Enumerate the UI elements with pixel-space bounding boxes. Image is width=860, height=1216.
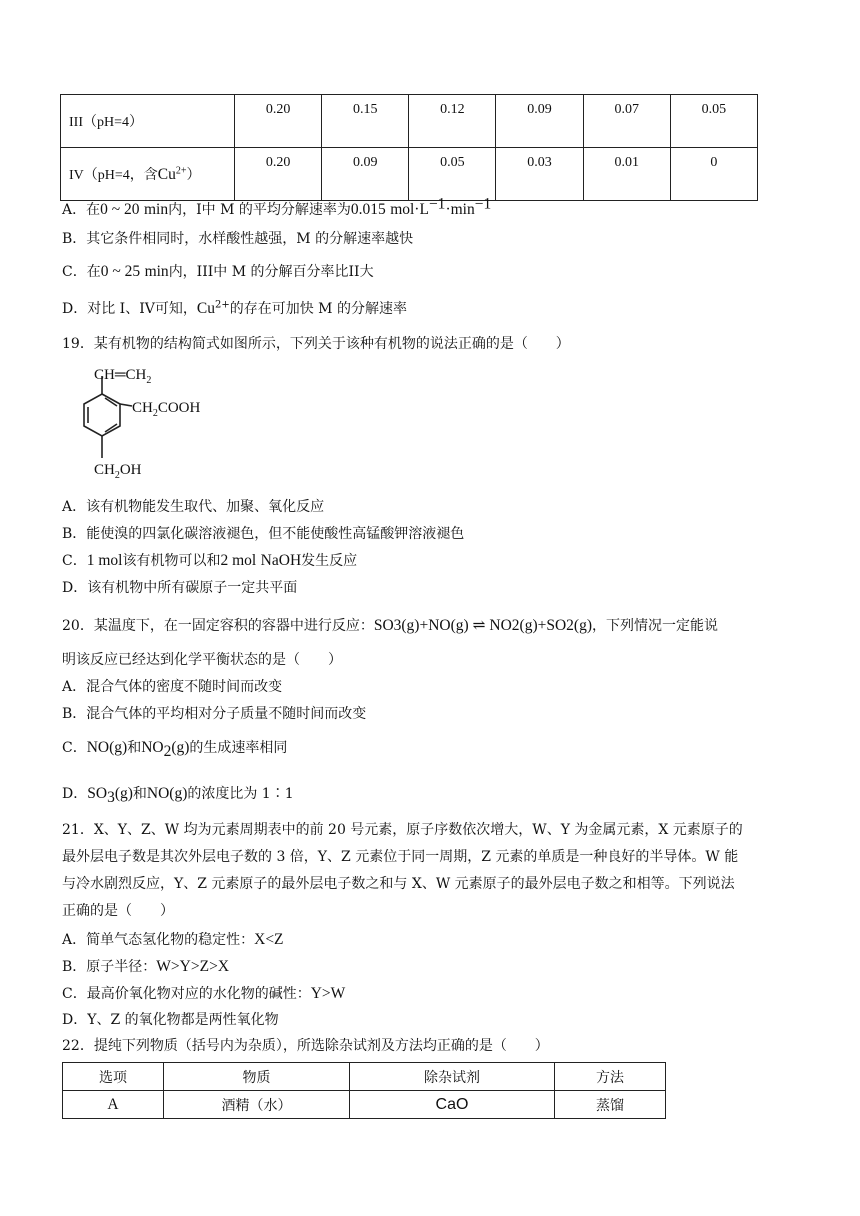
text: 的存在可加快 M 的分解速率 bbox=[229, 301, 407, 317]
q18-option-c bbox=[62, 262, 374, 282]
math: 0 ~ 20 bbox=[100, 201, 140, 218]
table-cell: 0.15 bbox=[322, 95, 409, 148]
math: W>Y>Z>X bbox=[156, 958, 230, 975]
q20-option-d: D．$SO_3(g)$和NO(g)的浓度比为 1∶1 bbox=[62, 785, 294, 806]
q21-option-a bbox=[62, 930, 284, 950]
text: 的生成速率相同 bbox=[189, 740, 288, 756]
math: NO(g) bbox=[146, 785, 188, 802]
table-row bbox=[61, 95, 758, 148]
purification-table bbox=[62, 1062, 666, 1119]
vinyl-label: $CH═CH_2$ bbox=[94, 367, 152, 386]
q20-stem-line1 bbox=[62, 616, 718, 636]
table-cell: 0.07 bbox=[583, 95, 670, 148]
q22-stem: 22．提纯下列物质（括号内为杂质），所选除杂试剂及方法均正确的是（ ） bbox=[62, 1038, 549, 1054]
q20-stem-line2: 明该反应已经达到化学平衡状态的是（ ） bbox=[62, 652, 342, 668]
text: A．简单气态氢化物的稳定性： bbox=[62, 932, 255, 948]
text: 内，I中 M 的平均分解速率为 bbox=[168, 202, 351, 218]
header-cell: 方法 bbox=[555, 1063, 666, 1091]
table-row bbox=[61, 148, 758, 201]
table-row bbox=[63, 1091, 666, 1119]
text: D． bbox=[62, 786, 88, 802]
q21-option-d: D．Y、Z 的氧化物都是两性氧化物 bbox=[62, 1012, 279, 1028]
math: 2 mol bbox=[220, 552, 257, 569]
text: D．对比 I、IV可知， bbox=[62, 301, 197, 317]
text: 的浓度比为 1∶1 bbox=[187, 786, 294, 802]
math: min bbox=[143, 201, 169, 218]
condition-cell bbox=[61, 148, 235, 201]
kinetics-table bbox=[60, 94, 758, 201]
text: C．最高价氧化物对应的水化物的碱性： bbox=[62, 986, 311, 1002]
text: C．在 bbox=[62, 264, 101, 280]
q20-option-a: A．混合气体的密度不随时间而改变 bbox=[62, 679, 283, 695]
math: Y>W bbox=[310, 985, 346, 1002]
math: Cu bbox=[196, 300, 215, 317]
math: mol·L bbox=[390, 201, 429, 218]
q21-option-c bbox=[62, 984, 345, 1004]
q21-stem-line2: 最外层电子数是其次外层电子数的 3 倍，Y、Z 元素位于同一周期，Z 元素的单质是一种良好的半导体。W 能 bbox=[62, 849, 739, 865]
table-cell: 蒸馏 bbox=[555, 1091, 666, 1119]
ion: Cu bbox=[157, 166, 176, 183]
math: 1 mol bbox=[86, 552, 123, 569]
text: A．在 bbox=[62, 202, 101, 218]
math: NaOH bbox=[260, 552, 302, 569]
condition-text: ） bbox=[186, 168, 201, 183]
table-cell: 0.09 bbox=[496, 95, 583, 148]
text: 20．某温度下，在一固定容积的容器中进行反应： bbox=[62, 618, 374, 634]
math: (g) bbox=[114, 785, 133, 802]
text: 和 bbox=[127, 740, 142, 756]
q18-option-b: B．其它条件相同时，水样酸性越强，M 的分解速率越快 bbox=[62, 231, 414, 247]
table-cell: 酒精（水） bbox=[164, 1091, 350, 1119]
q19-option-a: A．该有机物能发生取代、加聚、氧化反应 bbox=[62, 499, 325, 515]
text: ，下列情况一定能说 bbox=[592, 618, 718, 634]
math: min bbox=[144, 263, 169, 280]
text: 发生反应 bbox=[301, 553, 358, 569]
math: NO(g) bbox=[86, 739, 128, 756]
q21-option-b bbox=[62, 957, 229, 977]
table-cell: 0.01 bbox=[583, 148, 670, 201]
table-cell: 0 bbox=[670, 148, 757, 201]
ion-charge: 2+ bbox=[175, 165, 187, 177]
text: C． bbox=[62, 740, 87, 756]
organic-structure-diagram bbox=[70, 362, 230, 486]
q19-option-b: B．能使溴的四氯化碳溶液褪色，但不能使酸性高锰酸钾溶液褪色 bbox=[62, 526, 465, 542]
q19-stem: 19．某有机物的结构简式如图所示，下列关于该种有机物的说法正确的是（ ） bbox=[62, 336, 570, 352]
math: (g) bbox=[171, 739, 190, 756]
q21-stem-line4: 正确的是（ ） bbox=[62, 903, 174, 919]
header-cell: 物质 bbox=[164, 1063, 350, 1091]
q20-option-c: C．NO(g)和$NO_2(g)$的生成速率相同 bbox=[62, 739, 288, 760]
q18-option-a: A．在0 ~ 20 min内，I中 M 的平均分解速率为0.015 $mol\cdot L^{-1}\cdot\min^{-1}$ bbox=[62, 195, 492, 218]
table-cell: 0.20 bbox=[235, 148, 322, 201]
table-cell: 0.05 bbox=[409, 148, 496, 201]
table-cell: 0.12 bbox=[409, 95, 496, 148]
q20-option-b: B．混合气体的平均相对分子质量不随时间而改变 bbox=[62, 706, 367, 722]
table-header-row bbox=[63, 1063, 666, 1091]
q19-option-c bbox=[62, 551, 357, 571]
header-cell: 选项 bbox=[63, 1063, 164, 1091]
header-cell: 除杂试剂 bbox=[350, 1063, 555, 1091]
hydroxymethyl-label: $CH_2OH$ bbox=[94, 462, 142, 481]
text: 该有机物可以和 bbox=[122, 553, 221, 569]
math: SO bbox=[87, 785, 108, 802]
q21-stem-line1: 21．X、Y、Z、W 均为元素周期表中的前 20 号元素，原子序数依次增大，W、Y 为金属元素，X 元素原子的 bbox=[62, 822, 743, 838]
text: 内，III中 M 的分解百分率比II大 bbox=[168, 264, 374, 280]
math: 0 ~ 25 bbox=[100, 263, 141, 280]
math: X<Z bbox=[254, 931, 284, 948]
math: NO bbox=[141, 739, 164, 756]
table-cell: 0.20 bbox=[235, 95, 322, 148]
table-cell: 0.03 bbox=[496, 148, 583, 201]
condition-cell: III（pH=4） bbox=[61, 95, 235, 148]
table-cell: 0.05 bbox=[670, 95, 757, 148]
math: 0.015 bbox=[350, 201, 386, 218]
q18-option-d bbox=[62, 299, 407, 319]
reaction-equation: SO3(g)+NO(g) ⇌ NO2(g)+SO2(g) bbox=[373, 617, 592, 634]
text: 和 bbox=[132, 786, 147, 802]
table-cell: 0.09 bbox=[322, 148, 409, 201]
condition-text: IV（pH=4，含 bbox=[69, 168, 158, 183]
table-cell: A bbox=[63, 1091, 164, 1119]
q21-stem-line3: 与冷水剧烈反应，Y、Z 元素原子的最外层电子数之和与 X、W 元素原子的最外层电子数之和相等。下列说法 bbox=[62, 876, 735, 892]
benzene-ring bbox=[84, 394, 120, 436]
text: B．原子半径： bbox=[62, 959, 157, 975]
carboxymethyl-label: $CH_2COOH$ bbox=[132, 400, 201, 419]
table-cell: CaO bbox=[350, 1091, 555, 1119]
text: C． bbox=[62, 553, 87, 569]
charge: 2+ bbox=[214, 299, 230, 311]
q19-option-d: D．该有机物中所有碳原子一定共平面 bbox=[62, 580, 298, 596]
